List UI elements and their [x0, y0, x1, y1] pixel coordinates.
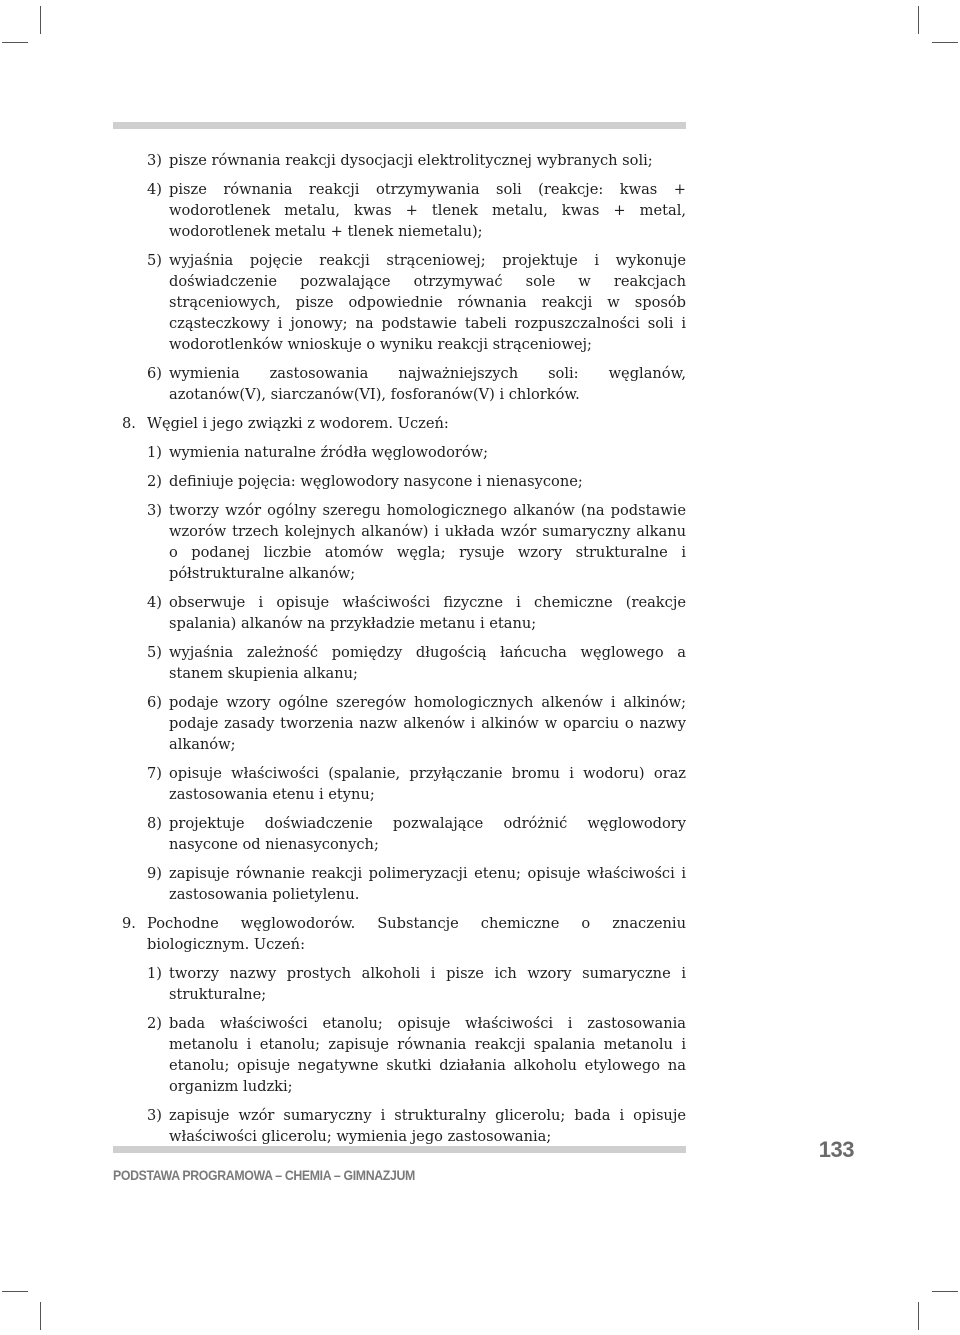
crop-mark-bottom-right: [918, 1302, 919, 1330]
item-text: definiuje pojęcia: węglowodory nasycone i nienasycone;: [169, 473, 583, 490]
item-text: tworzy nazwy prostych alkoholi i pisze ich wzory sumaryczne i strukturalne;: [169, 965, 686, 1003]
list-item: [122, 692, 686, 755]
item-text: zapisuje równanie reakcji polimeryzacji etenu; opisuje właściwości i zastosowania polietylenu.: [169, 865, 686, 903]
item-number: 8): [147, 815, 162, 832]
page-number: 133: [818, 1137, 854, 1162]
item-number: 3): [147, 152, 162, 169]
list-item: [122, 471, 686, 492]
item-text: podaje wzory ogólne szeregów homologicznych alkenów i alkinów; podaje zasady tworzenia nazw alkenów i alkinów w oparciu o nazwy alkanów;: [169, 694, 686, 753]
item-number: 1): [147, 444, 162, 461]
item-number: 2): [147, 473, 162, 490]
item-text: wyjaśnia zależność pomiędzy długością łańcucha węglowego a stanem skupienia alkanu;: [169, 644, 686, 682]
item-number: 7): [147, 765, 162, 782]
item-number: 2): [147, 1015, 162, 1032]
item-number: 6): [147, 365, 162, 382]
list-item: [122, 963, 686, 1005]
crop-mark-bottom-right-h: [932, 1291, 958, 1292]
list-item: [122, 250, 686, 355]
section-title: Pochodne węglowodorów. Substancje chemiczne o znaczeniu biologicznym. Uczeń:: [147, 915, 686, 953]
item-text: zapisuje wzór sumaryczny i strukturalny glicerolu; bada i opisuje właściwości glicerolu; wymienia jego zastosowania;: [169, 1107, 686, 1145]
item-number: 5): [147, 644, 162, 661]
item-number: 4): [147, 594, 162, 611]
crop-mark-top-left: [40, 6, 41, 34]
list-item: [122, 442, 686, 463]
list-item: [122, 363, 686, 405]
item-number: 1): [147, 965, 162, 982]
section-heading-9: [122, 913, 686, 955]
section-8-items: [122, 442, 686, 905]
section-heading-8: [122, 413, 686, 434]
crop-mark-bottom-left-h: [2, 1291, 28, 1292]
item-number: 9): [147, 865, 162, 882]
list-item: [122, 179, 686, 242]
item-text: pisze równania reakcji otrzymywania soli (reakcje: kwas + wodorotlenek metalu, kwas + tlenek metalu, kwas + metal, wodorotlenek metalu + tlenek niemetalu);: [169, 181, 686, 240]
section-9-items: [122, 963, 686, 1147]
item-text: opisuje właściwości (spalanie, przyłączanie bromu i wodoru) oraz zastosowania etenu i etynu;: [169, 765, 686, 803]
item-text: wymienia zastosowania najważniejszych soli: węglanów, azotanów(V), siarczanów(VI), fosforanów(V) i chlorków.: [169, 365, 686, 403]
body-text: [122, 150, 686, 1155]
item-text: projektuje doświadczenie pozwalające odróżnić węglowodory nasycone od nienasyconych;: [169, 815, 686, 853]
item-number: 3): [147, 502, 162, 519]
section-number: 9.: [122, 915, 136, 932]
crop-mark-top-left-h: [2, 42, 28, 43]
list-item: [122, 150, 686, 171]
footer-title: PODSTAWA PROGRAMOWA – CHEMIA – GIMNAZJUM: [113, 1167, 415, 1183]
header-rule: [113, 122, 686, 129]
item-text: wyjaśnia pojęcie reakcji strąceniowej; projektuje i wykonuje doświadczenie pozwalające otrzymywać sole w reakcjach strąceniowych, pisze odpowiednie równania reakcji w sposób cząsteczkowy i jonowy; na podstawie tabeli rozpuszczalności soli i wodorotlenków wnioskuje o wyniku reakcji strąceniowej;: [169, 252, 686, 353]
crop-mark-top-right: [918, 6, 919, 34]
item-text: wymienia naturalne źródła węglowodorów;: [169, 444, 489, 461]
list-item: [122, 500, 686, 584]
list-item: [122, 642, 686, 684]
footer-rule: [113, 1146, 686, 1153]
item-number: 4): [147, 181, 162, 198]
section-title: Węgiel i jego związki z wodorem. Uczeń:: [147, 415, 449, 432]
item-text: bada właściwości etanolu; opisuje właściwości i zastosowania metanolu i etanolu; zapisuje równania reakcji spalania metanolu i etanolu; opisuje negatywne skutki działania alkoholu etylowego na organizm ludzki;: [169, 1015, 686, 1095]
item-text: obserwuje i opisuje właściwości fizyczne i chemiczne (reakcje spalania) alkanów na przykładzie metanu i etanu;: [169, 594, 686, 632]
item-text: pisze równania reakcji dysocjacji elektrolitycznej wybranych soli;: [169, 152, 653, 169]
item-text: tworzy wzór ogólny szeregu homologicznego alkanów (na podstawie wzorów trzech kolejnych alkanów) i układa wzór sumaryczny alkanu o podanej liczbie atomów węgla; rysuje wzory strukturalne i półstrukturalne alkanów;: [169, 502, 686, 582]
list-item: [122, 1013, 686, 1097]
item-number: 6): [147, 694, 162, 711]
list-item: [122, 863, 686, 905]
item-number: 5): [147, 252, 162, 269]
list-item: [122, 813, 686, 855]
list-item: [122, 592, 686, 634]
list-item: [122, 763, 686, 805]
crop-mark-bottom-left: [40, 1302, 41, 1330]
section-number: 8.: [122, 415, 136, 432]
items-top: [122, 150, 686, 405]
crop-mark-top-right-h: [932, 42, 958, 43]
list-item: [122, 1105, 686, 1147]
item-number: 3): [147, 1107, 162, 1124]
